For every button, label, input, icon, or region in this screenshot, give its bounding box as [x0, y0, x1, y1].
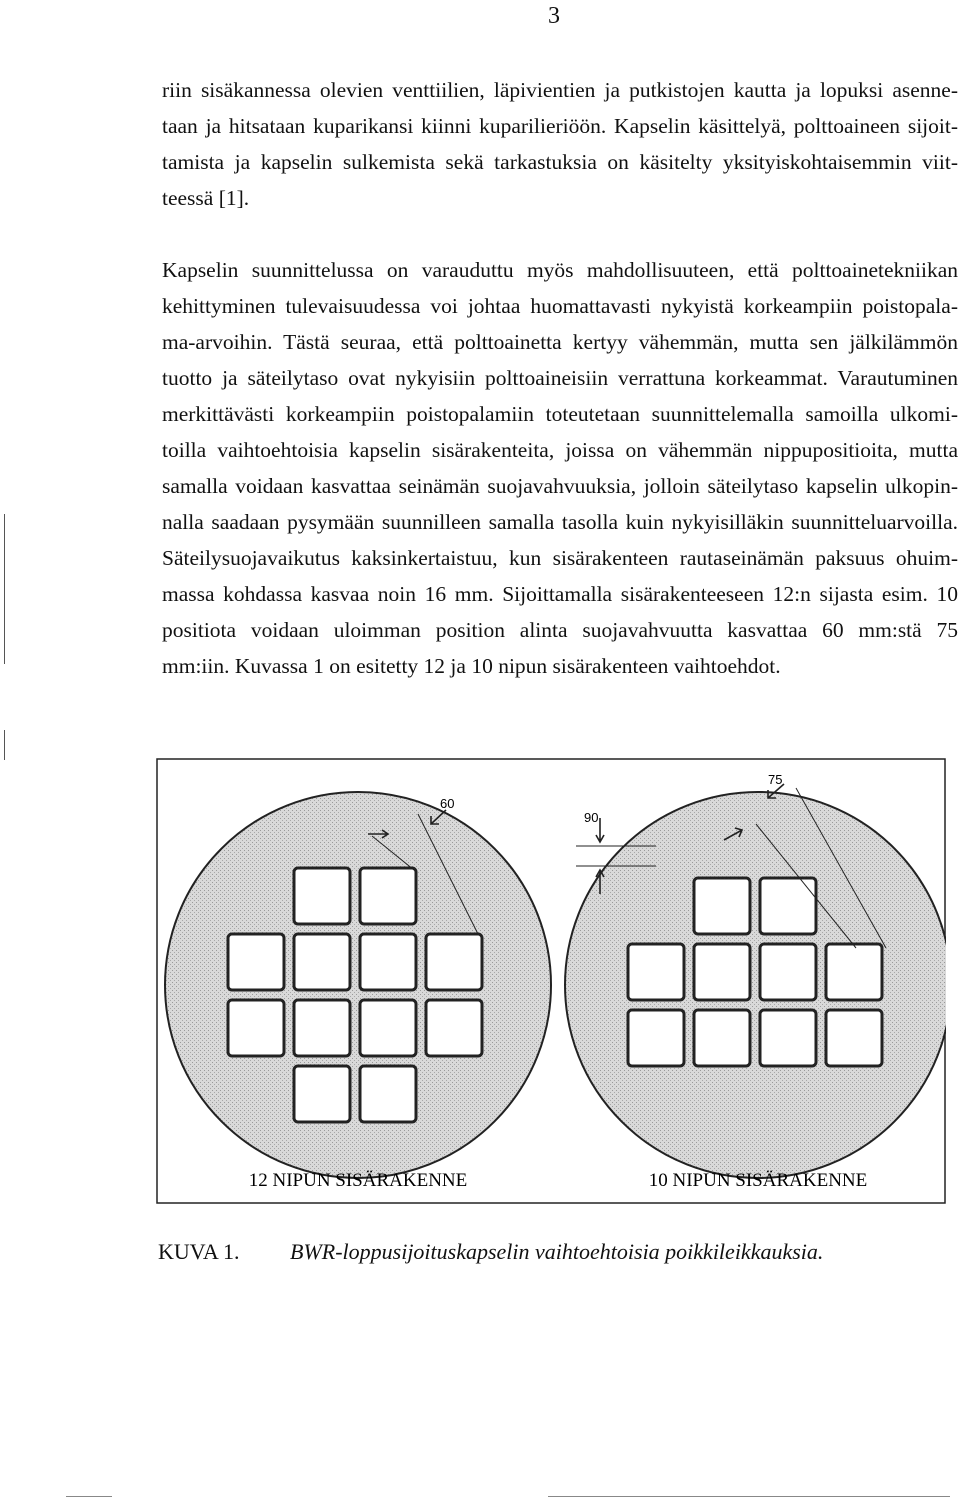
- text-line: riin sisäkannessa olevien venttiilien, läpivientien ja putkistojen kautta ja lopuksi asenne-: [162, 78, 958, 102]
- text-line: Säteilysuojavaikutus kaksinkertaistuu, kun sisärakenteen rautaseinämän paksuus ohuim-: [162, 546, 958, 570]
- dimension-label-90: 90: [584, 810, 599, 825]
- text-line: massa kohdassa kasvaa noin 16 mm. Sijoittamalla sisärakenteeseen 12:n sijasta esim. 10: [162, 582, 958, 606]
- text-line: ma-arvoihin. Tästä seuraa, että polttoainetta kertyy vähemmän, mutta sen jälkilämmön: [162, 330, 958, 354]
- canister-circle: [165, 792, 551, 1178]
- text-line: samalla voidaan kasvattaa seinämän suojavahvuuksia, jolloin säteilytaso kapselin ulkopin-: [162, 474, 958, 498]
- text-line: taan ja hitsataan kuparikansi kiinni kuparilieriöön. Kapselin käsittelyä, polttoaineen sijoit-: [162, 114, 958, 138]
- caption-label: KUVA 1.: [158, 1239, 240, 1264]
- text-line: toilla vaihtoehtoisia kapselin sisärakenteita, joissa on vähemmän nippupositioita, mutta: [162, 438, 958, 462]
- paragraph-1: [162, 72, 958, 216]
- text-line: nalla saadaan pysymään suunnilleen samalla tasolla kuin nykyisilläkin suunnitteluarvoilla.: [162, 510, 958, 534]
- margin-mark: [4, 514, 5, 664]
- paragraph-2: [162, 252, 958, 684]
- page-number: 3: [548, 3, 560, 29]
- text-line: mm:iin. Kuvassa 1 on esitetty 12 ja 10 nipun sisärakenteen vaihtoehdot.: [162, 654, 781, 678]
- text-line: tuotto ja säteilytaso ovat nykyisiin polttoaineisiin verrattuna korkeammat. Varautuminen: [162, 366, 958, 390]
- footer-rule: [548, 1496, 950, 1497]
- dimension-label-75: 75: [768, 772, 783, 787]
- dimension-label-60: 60: [440, 796, 455, 811]
- text-line: tamista ja kapselin sulkemista sekä tarkastuksia on käsitelty yksityiskohtaisemmin viit-: [162, 150, 958, 174]
- canister-circle: [565, 792, 946, 1178]
- figure-label-right: 10 NIPUN SISÄRAKENNE: [648, 1170, 868, 1191]
- footer-rule: [66, 1496, 112, 1497]
- figure-label-left: 12 NIPUN SISÄRAKENNE: [248, 1170, 468, 1191]
- text-line: merkittävästi korkeampiin poistopalamiin toteutetaan suunnittelemalla samoilla ulkomi-: [162, 402, 958, 426]
- figure-drawing: [156, 758, 946, 1204]
- caption-text: BWR-loppusijoituskapselin vaihtoehtoisia poikkileikkauksia.: [290, 1239, 824, 1264]
- text-line: positiota voidaan uloimman position alinta suojavahvuutta kasvattaa 60 mm:stä 75: [162, 618, 958, 642]
- cross-section-figure: [156, 758, 946, 1204]
- text-line: teessä [1].: [162, 186, 250, 210]
- text-line: Kapselin suunnittelussa on varauduttu myös mahdollisuuteen, että polttoainetekniikan: [162, 258, 958, 282]
- text-line: kehittyminen tulevaisuudessa voi johtaa huomattavasti nykyistä korkeampiin poistopala-: [162, 294, 958, 318]
- margin-mark: [4, 730, 5, 760]
